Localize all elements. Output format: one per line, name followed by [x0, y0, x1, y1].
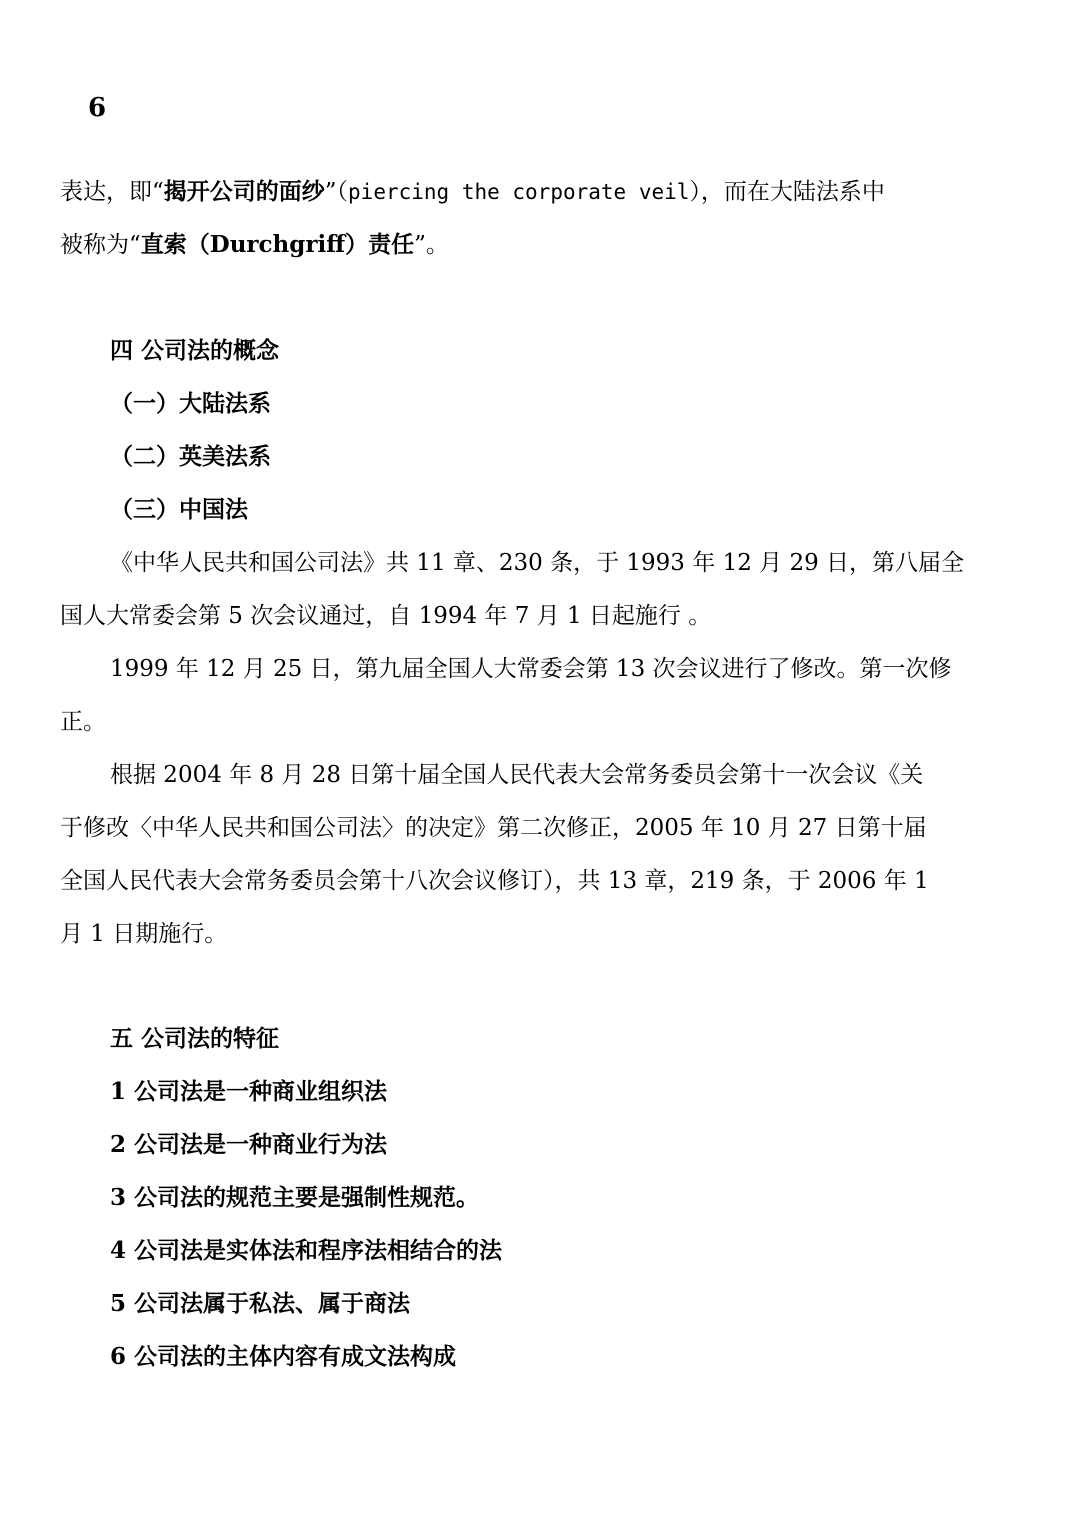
paragraph-1-line-2: 国人大常委会第 5 次会议通过，自 1994 年 7 月 1 日起施行 。 — [60, 603, 712, 629]
section-4-sub-3: （三）中国法 — [110, 496, 248, 523]
feature-item-2: 2 公司法是一种商业行为法 — [110, 1131, 388, 1158]
intro-text: ”（ — [324, 179, 349, 205]
section-4-sub-2: （二）英美法系 — [110, 443, 271, 470]
paragraph-3-line-2: 于修改〈中华人民共和国公司法〉的决定》第二次修正，2005 年 10 月 27 日第十届 — [60, 815, 927, 841]
intro-line-1 — [60, 175, 990, 209]
paragraph-3-line-3: 全国人民代表大会常务委员会第十八次会议修订），共 13 章，219 条，于 2006 年 1 — [60, 868, 929, 894]
intro-text: ”。 — [414, 232, 449, 258]
paragraph-3-line-4: 月 1 日期施行。 — [60, 921, 228, 947]
intro-text: 被称为“ — [60, 232, 141, 258]
intro-text: ），而在大陆法系中 — [689, 179, 885, 205]
section-4-heading: 四 公司法的概念 — [110, 337, 280, 364]
paragraph-1-line-1: 《中华人民共和国公司法》共 11 章、230 条，于 1993 年 12 月 29 日，第八届全 — [110, 550, 965, 576]
emphasis-term: 直索（Durchgriff）责任 — [140, 231, 415, 258]
feature-item-4: 4 公司法是实体法和程序法相结合的法 — [110, 1237, 503, 1264]
paragraph-2-line-1: 1999 年 12 月 25 日，第九届全国人大常委会第 13 次会议进行了修改。第一次修 — [110, 656, 952, 682]
paragraph-3-line-1: 根据 2004 年 8 月 28 日第十届全国人民代表大会常务委员会第十一次会议《关 — [110, 762, 924, 788]
intro-line-2 — [60, 228, 990, 262]
english-term: piercing the corporate veil — [348, 180, 690, 204]
section-4-sub-1: （一）大陆法系 — [110, 390, 271, 417]
intro-text: 表达，即“ — [60, 179, 164, 205]
section-5-heading: 五 公司法的特征 — [110, 1025, 280, 1052]
feature-item-3: 3 公司法的规范主要是强制性规范。 — [110, 1184, 480, 1211]
feature-item-1: 1 公司法是一种商业组织法 — [110, 1078, 388, 1105]
feature-item-5: 5 公司法属于私法、属于商法 — [110, 1290, 411, 1317]
page-number: 6 — [88, 93, 107, 123]
feature-item-6: 6 公司法的主体内容有成文法构成 — [110, 1343, 457, 1370]
paragraph-2-line-2: 正。 — [60, 709, 106, 735]
emphasis-term: 揭开公司的面纱 — [163, 178, 325, 205]
